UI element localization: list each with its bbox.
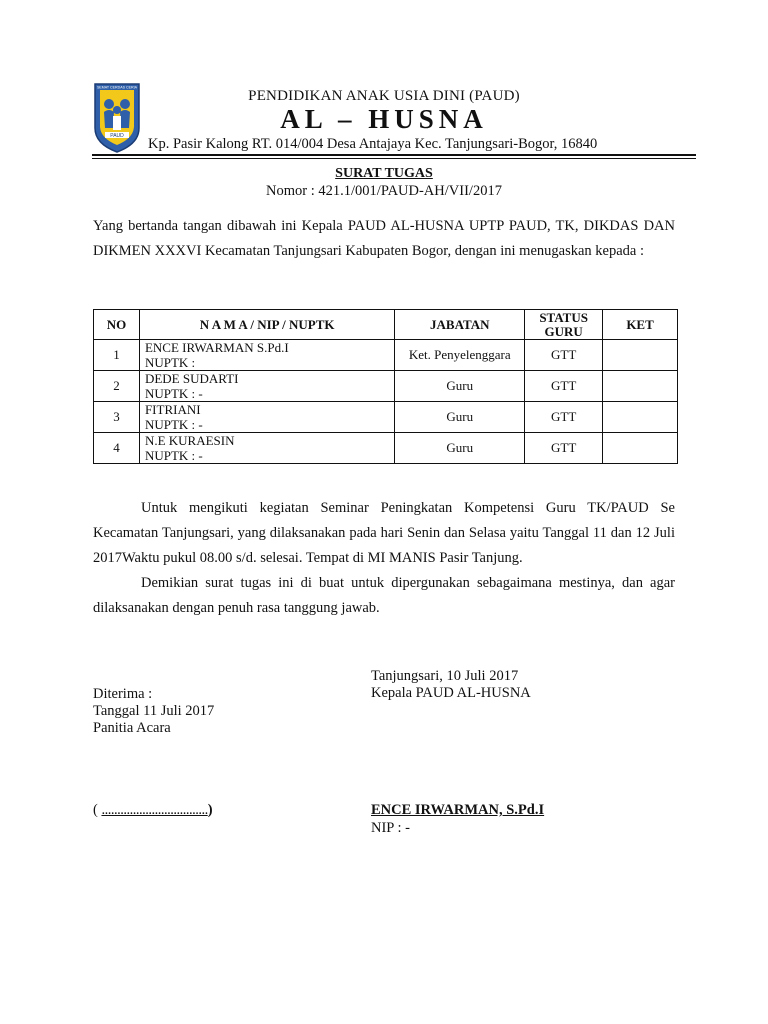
closing-paragraph: Demikian surat tugas ini di buat untuk dipergunakan sebagaimana mestinya, dan agar dilaksanakan dengan penuh rasa tanggung jawab. — [93, 575, 675, 616]
row-nuptk: NUPTK : - — [144, 386, 203, 401]
col-status-header — [525, 310, 603, 340]
row-ket — [603, 371, 678, 402]
table-row — [94, 371, 678, 402]
status-header-line1: STATUS — [539, 309, 588, 325]
row-name: FITRIANI — [144, 402, 201, 417]
institution-name: AL – HUSNA — [280, 104, 488, 134]
institution-address: Kp. Pasir Kalong RT. 014/004 Desa Antajaya Kec. Tanjungsari-Bogor, 16840 — [148, 136, 598, 152]
row-name-cell — [139, 433, 394, 464]
letter-number: Nomor : 421.1/001/PAUD-AH/VII/2017 — [266, 183, 502, 199]
row-status: GTT — [525, 402, 603, 433]
col-no-header: NO — [94, 310, 140, 340]
table-row — [94, 340, 678, 371]
signature-right-block — [371, 668, 531, 702]
body-paragraph: Untuk mengikuti kegiatan Seminar Peningkatan Kompetensi Guru TK/PAUD Se Kecamatan Tanjungsari, yang dilaksanakan pada hari Senin dan Selasa yaitu Tanggal 11 dan 12 Juli 2017Waktu pukul 08.00 s/d. selesai. Tempat di MI MANIS Pasir Tanjung. — [93, 500, 675, 566]
row-no: 2 — [94, 371, 140, 402]
row-status: GTT — [525, 340, 603, 371]
row-jabatan: Guru — [395, 371, 525, 402]
row-name: DEDE SUDARTI — [144, 371, 239, 386]
row-name-cell — [139, 402, 394, 433]
letter-title-text: SURAT TUGAS — [335, 166, 433, 181]
signer-position: Kepala PAUD AL-HUSNA — [371, 685, 531, 701]
row-jabatan: Ket. Penyelenggara — [395, 340, 525, 371]
row-name-cell — [139, 340, 394, 371]
col-ket-header: KET — [603, 310, 678, 340]
table-row — [94, 433, 678, 464]
row-name-cell — [139, 371, 394, 402]
row-jabatan: Guru — [395, 433, 525, 464]
logo-text-top: SEMAT CERDAS CERIA — [96, 85, 138, 90]
signature-left-block — [93, 686, 214, 737]
letter-title — [0, 166, 768, 182]
logo-text-bottom: PAUD — [110, 133, 124, 139]
received-label: Diterima : — [93, 686, 153, 702]
institution-type: PENDIDIKAN ANAK USIA DINI (PAUD) — [248, 88, 520, 104]
received-date: Tanggal 11 Juli 2017 — [93, 703, 215, 719]
signer-nip: NIP : - — [371, 820, 410, 836]
blank-close: ) — [207, 802, 213, 818]
row-status: GTT — [525, 371, 603, 402]
intro-paragraph: Yang bertanda tangan dibawah ini Kepala PAUD AL-HUSNA UPTP PAUD, TK, DIKDAS DAN DIKMEN XXXVI Kecamatan Tanjungsari Kabupaten Bogor, dengan ini menugaskan kepada : — [93, 218, 675, 259]
assignee-table — [93, 309, 678, 464]
signer-name: ENCE IRWARMAN, S.Pd.I — [371, 802, 545, 818]
header-rule-thin — [92, 158, 696, 159]
row-ket — [603, 340, 678, 371]
row-jabatan: Guru — [395, 402, 525, 433]
row-nuptk: NUPTK : — [144, 355, 196, 370]
header-rule-thick — [92, 154, 696, 156]
row-no: 3 — [94, 402, 140, 433]
row-nuptk: NUPTK : - — [144, 448, 203, 463]
table-header-row — [94, 310, 678, 340]
blank-dots: .................................. — [101, 802, 208, 818]
col-jabatan-header: JABATAN — [395, 310, 525, 340]
row-nuptk: NUPTK : - — [144, 417, 203, 432]
row-ket — [603, 402, 678, 433]
row-no: 4 — [94, 433, 140, 464]
table-row — [94, 402, 678, 433]
blank-open: ( — [93, 802, 102, 818]
receiver-signature-line — [93, 802, 213, 819]
row-no: 1 — [94, 340, 140, 371]
received-by: Panitia Acara — [93, 720, 171, 736]
row-ket — [603, 433, 678, 464]
place-date: Tanjungsari, 10 Juli 2017 — [371, 668, 519, 684]
row-name: ENCE IRWARMAN S.Pd.I — [144, 340, 289, 355]
row-status: GTT — [525, 433, 603, 464]
row-name: N.E KURAESIN — [144, 433, 235, 448]
status-header-line2: GURU — [544, 323, 583, 339]
col-nama-header: N A M A / NIP / NUPTK — [139, 310, 394, 340]
